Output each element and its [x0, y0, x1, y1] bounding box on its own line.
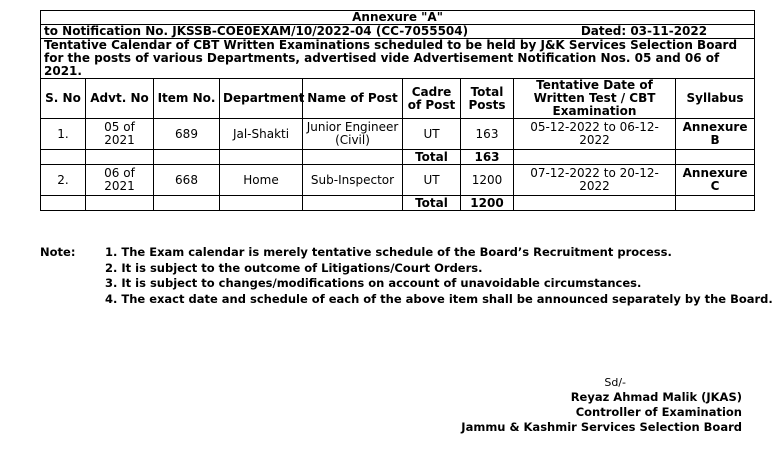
- cell-item: 689: [154, 119, 220, 150]
- calendar-description: Tentative Calendar of CBT Written Examinations scheduled to be held by J&K Services Selection Board for the posts of various Departments, advertised vide Advertisement Notification Nos. 05 and 06 of 2021.: [41, 39, 755, 79]
- cell-dates: 07-12-2022 to 20-12-2022: [514, 165, 676, 196]
- cell-item: 668: [154, 165, 220, 196]
- cell-syllabus: Annexure C: [676, 165, 755, 196]
- header-sno: S. No: [41, 79, 86, 119]
- cell-dates: 05-12-2022 to 06-12-2022: [514, 119, 676, 150]
- cell-posts: 163: [461, 119, 514, 150]
- table-row: [41, 119, 755, 150]
- cell-advt: 06 of 2021: [86, 165, 154, 196]
- notes-label: Note:: [40, 245, 76, 259]
- note-item: 3. It is subject to changes/modifications on account of unavoidable circumstances.: [105, 276, 642, 290]
- note-item: 4. The exact date and schedule of each of the above item shall be announced separately by the Board.: [105, 291, 773, 306]
- header-advt: Advt. No: [86, 79, 154, 119]
- total-row: [41, 150, 755, 165]
- signatory-name: Reyaz Ahmad Malik (JKAS): [570, 390, 742, 404]
- header-post: Name of Post: [303, 79, 403, 119]
- cell-post: Sub-Inspector: [303, 165, 403, 196]
- notes-section: [40, 245, 773, 307]
- cell-sno: 1.: [41, 119, 86, 150]
- cell-department: Home: [220, 165, 303, 196]
- signature-sd: Sd/-: [604, 376, 626, 389]
- exam-calendar-table: [40, 10, 755, 211]
- cell-syllabus: Annexure B: [676, 119, 755, 150]
- signature-block: [461, 375, 742, 435]
- total-label: Total: [403, 150, 461, 165]
- table-row: [41, 165, 755, 196]
- header-item: Item No.: [154, 79, 220, 119]
- header-cadre: Cadre of Post: [403, 79, 461, 119]
- header-tentative-date: Tentative Date of Written Test / CBT Examination: [514, 79, 676, 119]
- cell-posts: 1200: [461, 165, 514, 196]
- total-value: 163: [461, 150, 514, 165]
- notes-list: [40, 245, 773, 307]
- header-total-posts: Total Posts: [461, 79, 514, 119]
- total-value: 1200: [461, 196, 514, 211]
- total-row: [41, 196, 755, 211]
- cell-post: Junior Engineer (Civil): [303, 119, 403, 150]
- header-department: Department: [220, 79, 303, 119]
- signatory-designation: Controller of Examination: [575, 405, 742, 419]
- total-label: Total: [403, 196, 461, 211]
- cell-advt: 05 of 2021: [86, 119, 154, 150]
- header-syllabus: Syllabus: [676, 79, 755, 119]
- note-item: 1. The Exam calendar is merely tentative schedule of the Board’s Recruitment process.: [105, 245, 672, 259]
- notification-ref: to Notification No. JKSSB-COE0EXAM/10/2022-04 (CC-7055504): [44, 24, 469, 38]
- cell-cadre: UT: [403, 165, 461, 196]
- annexure-title: Annexure "A": [41, 11, 755, 25]
- signatory-organization: Jammu & Kashmir Services Selection Board: [461, 420, 742, 434]
- table-header-row: [41, 79, 755, 119]
- cell-sno: 2.: [41, 165, 86, 196]
- cell-department: Jal-Shakti: [220, 119, 303, 150]
- note-item: 2. It is subject to the outcome of Litigations/Court Orders.: [105, 260, 483, 275]
- notification-ref-row: [41, 25, 755, 39]
- notification-date: Dated: 03-11-2022: [580, 24, 708, 38]
- cell-cadre: UT: [403, 119, 461, 150]
